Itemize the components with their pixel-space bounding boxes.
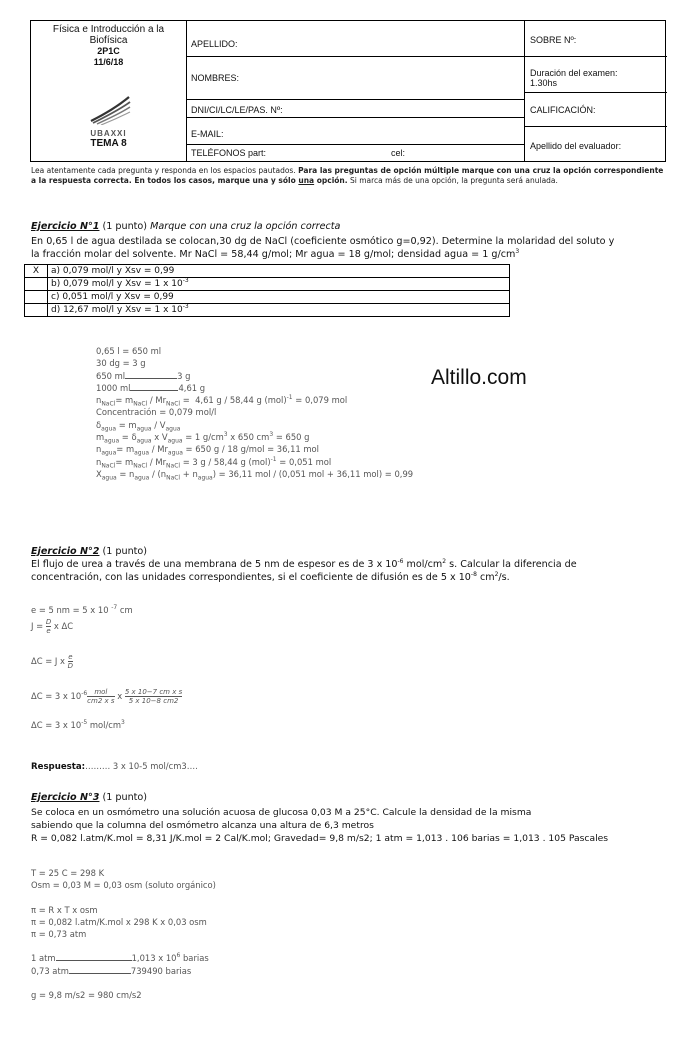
duracion-label: Duración del examen: [530, 68, 618, 78]
work-line: 30 dg = 3 g [96, 358, 146, 369]
ej1-statement-line2 [31, 248, 681, 261]
ej3-points: (1 punto) [99, 792, 148, 803]
option-text [48, 278, 510, 291]
ej2-text: El flujo de urea a través de una membrana de 5 nm de espesor es de 3 x 10 [31, 559, 398, 570]
email-field[interactable]: E-MAIL: [191, 129, 224, 139]
option-row[interactable] [25, 265, 510, 278]
exam-date: 11/6/18 [93, 57, 124, 67]
ej2-statement-line1 [31, 558, 681, 571]
ej1-prompt: Marque con una cruz la opción correcta [150, 221, 341, 232]
work-line: Osm = 0,03 M = 0,03 osm (soluto orgánico) [31, 880, 216, 891]
work-line: $n_{agua}= m_{agua} / Mr_{agua} = 650$ g / 18 g/mol = 36,11 mol [96, 444, 319, 458]
work-line: e = 5 nm = 5 x 10 $^{-7}$ cm [31, 604, 133, 615]
divider [186, 117, 524, 118]
option-row[interactable] [25, 304, 510, 317]
divider [524, 92, 667, 93]
ej1-work [96, 345, 516, 480]
work-line: J = $\frac{D}{e}$ x ΔC [31, 618, 74, 636]
nombres-field[interactable]: NOMBRES: [191, 73, 240, 83]
ej3-statement [31, 806, 691, 845]
blank-line [69, 973, 131, 974]
work-line [31, 952, 451, 964]
fraction: $\frac{\text{mol}}{\text{cm2 x s}}$ [87, 688, 115, 706]
work-line: ΔC = J x $\frac{e}{D}$ [31, 653, 74, 671]
work-line: T = 25 C = 298 K [31, 868, 105, 878]
work-line: 0,65 l = 650 ml [96, 346, 162, 356]
work-part: 739490 barias [130, 965, 192, 976]
ej1-statement [31, 235, 681, 261]
ej2-sup: 2 [494, 570, 499, 578]
work-part: 1 atm [31, 953, 56, 964]
instructions [31, 166, 671, 186]
divider [186, 99, 524, 100]
calificacion-field[interactable]: CALIFICACIÓN: [530, 105, 596, 115]
ej2-title: Ejercicio N°2 [31, 546, 100, 557]
respuesta-label: Respuesta: [31, 762, 86, 772]
ubaxxi-logo-icon [89, 95, 131, 125]
ej3-statement-line1: Se coloca en un osmómetro una solución acuosa de glucosa 0,03 M a 25°C. Calcule la densidad de la misma [31, 807, 532, 818]
work-part: 3 g [177, 370, 191, 381]
ej2-sup: 2 [442, 557, 447, 565]
work-line: $\delta_{agua} = m_{agua} / V_{agua}$ [96, 419, 181, 433]
duracion-value: 1.30hs [530, 78, 558, 88]
ej3-title: Ejercicio N°3 [31, 792, 100, 803]
course-code: 2P1C [97, 46, 120, 56]
course-title-line2: Biofísica [89, 35, 128, 46]
work-line [31, 965, 451, 977]
divider [524, 126, 667, 127]
ej2-statement [31, 558, 681, 584]
work-line [96, 382, 516, 394]
ej2-text: s. Calcular la diferencia de [446, 559, 577, 570]
ej2-statement-line2 [31, 571, 681, 584]
work-line: π = 0,082 l.atm/K.mol x 298 K x 0,03 osm [31, 916, 207, 927]
option-text [48, 304, 510, 317]
work-line: π = R x T x osm [31, 904, 98, 915]
work-line: g = 9,8 m/s2 = 980 cm/s2 [31, 990, 142, 1001]
ej3-work [31, 867, 451, 1001]
course-title-line1: Física e Introducción a la [52, 24, 165, 35]
fraction: $\frac{D}{e}$ [45, 618, 52, 636]
ej2-sup: -6 [397, 557, 404, 565]
option-label: c) 0,051 mol/l y Xsv = 0,99 [51, 291, 174, 302]
work-part: 1,013 x 10 [131, 953, 177, 964]
instructions-part: opción. [314, 176, 348, 185]
ej2-respuesta [31, 760, 198, 774]
ej2-work [31, 604, 451, 732]
header-table [30, 20, 666, 162]
option-text [48, 265, 510, 278]
work-line [96, 370, 516, 382]
ej2-sup: -8 [470, 570, 477, 578]
work-part: 4,61 g [178, 382, 206, 393]
blank-line [130, 390, 178, 391]
dni-field[interactable]: DNI/CI/LC/LE/PAS. Nº: [191, 105, 283, 115]
tema-label: TEMA 8 [90, 138, 127, 149]
ej2-text: concentración, con las unidades correspondientes, si el coeficiente de difusión es de 5 x 10 [31, 572, 471, 583]
work-line: π = 0,73 atm [31, 929, 87, 940]
work-sup: 6 [176, 952, 181, 960]
evaluador-field[interactable]: Apellido del evaluador: [530, 141, 622, 151]
work-line: Concentración = 0,079 mol/l [96, 407, 217, 418]
option-text [48, 291, 510, 304]
work-part: barias [180, 953, 209, 964]
divider [524, 56, 667, 57]
apellido-field[interactable]: APELLIDO: [191, 39, 238, 49]
instructions-underline: una [298, 176, 315, 185]
option-label: d) 12,67 mol/l y Xsv = 1 x 10 [51, 304, 183, 315]
divider [186, 21, 187, 161]
ej2-text: /s. [498, 572, 510, 583]
work-part: 0,73 atm [31, 965, 69, 976]
work-part: 650 ml [96, 370, 126, 381]
telefonos-field[interactable]: TELÉFONOS part: [191, 148, 267, 158]
option-mark[interactable] [25, 304, 48, 317]
work-line: $X_{agua} = n_{agua} / (n_{NaCl} + n_{agua}) = 36,11$ mol / (0,051 mol + 36,11 mol) = 0,99 [96, 468, 414, 482]
fraction: $\frac{e}{D}$ [67, 653, 74, 671]
option-sup: -3 [182, 276, 189, 284]
respuesta-value: ……… 3 x 10-5 mol/cm3…. [85, 761, 198, 771]
ej1-options-table [24, 264, 510, 317]
option-sup: -3 [182, 302, 189, 310]
logo-text: UBAXXI [90, 129, 127, 138]
option-mark[interactable] [25, 278, 48, 291]
divider [186, 144, 524, 145]
cel-field[interactable]: cel: [391, 148, 406, 158]
divider [524, 21, 525, 161]
ej1-title: Ejercicio N°1 [31, 221, 100, 232]
blank-line [56, 960, 132, 961]
ej3-statement-line3: R = 0,082 l.atm/K.mol = 8,31 J/K.mol = 2 Cal/K.mol; Gravedad= 9,8 m/s2; 1 atm = 1,013 . 106 barias = 1,013 . 105 Pascales [31, 833, 609, 844]
option-row[interactable] [25, 291, 510, 304]
fraction: $\frac{\text{5 x 10−7 cm x s}}{5 x 10-8 cm2}$ [124, 688, 183, 706]
ej1-statement-sup: 3 [515, 247, 520, 255]
work-line: $n_{NaCl}= m_{NaCl} / Mr_{NaCl} = 4,61$ g / 58,44 g (mol)$^{-1}$ = 0,079 mol [96, 394, 348, 408]
work-line: ΔC = 3 x $10^{-6}$ $\frac{\text{mol}}{\text{cm2 x s}}$ x $\frac{\text{5 x 10−7 cm x s}}{5 x 10-8 cm2}$ [31, 688, 183, 706]
course-block [31, 24, 186, 68]
ej1-heading [31, 220, 671, 233]
work-line: ΔC = 3 x $10^{-5}$ mol/$cm^3$ [31, 719, 125, 731]
ej3-heading [31, 791, 671, 804]
ej3-statement-line2: sabiendo que la columna del osmómetro alcanza una altura de 6,3 metros [31, 820, 374, 831]
watermark: Altillo.com [431, 366, 527, 389]
work-part: 1000 ml [96, 382, 131, 393]
sobre-field[interactable]: SOBRE Nº: [530, 35, 577, 45]
option-row[interactable] [25, 278, 510, 291]
ej1-statement-line1: En 0,65 l de agua destilada se colocan,30 dg de NaCl (coeficiente osmótico g=0,92). Determine la molaridad del soluto y [31, 236, 615, 247]
ej2-heading [31, 545, 671, 558]
option-label: b) 0,079 mol/l y Xsv = 1 x 10 [51, 278, 183, 289]
option-mark[interactable] [25, 291, 48, 304]
ej1-points: (1 punto) [99, 221, 151, 232]
ej1-statement-text: la fracción molar del solvente. Mr NaCl = 58,44 g/mol; Mr agua = 18 g/mol; densidad agua = 1 g/cm [31, 249, 516, 260]
instructions-part: Para las preguntas de opción múltiple marque con una cruz la opción correspondiente a la respuesta correcta. En todos los casos, marque una y sólo [31, 166, 664, 185]
option-label: a) 0,079 mol/l y Xsv = 0,99 [51, 265, 175, 276]
option-mark[interactable]: X [25, 265, 48, 278]
ej2-points: (1 punto) [99, 546, 148, 557]
instructions-part: Si marca más de una opción, la pregunta será anulada. [347, 176, 558, 185]
ej2-text: cm [476, 572, 495, 583]
blank-line [125, 378, 177, 379]
divider [186, 56, 524, 57]
work-line: $n_{NaCl}= m_{NaCl} / Mr_{NaCl} = 3$ g / 58,44 g (mol)$^{-1}$ = 0,051 mol [96, 455, 332, 470]
work-line: $m_{agua} = \delta_{agua}$ x $V_{agua} = 1$ $g/cm^3$ x 650 $cm^3 = 650$ g [96, 431, 310, 445]
ej2-text: mol/cm [403, 559, 443, 570]
instructions-part: Lea atentamente cada pregunta y responda en los espacios pautados. [31, 166, 299, 175]
